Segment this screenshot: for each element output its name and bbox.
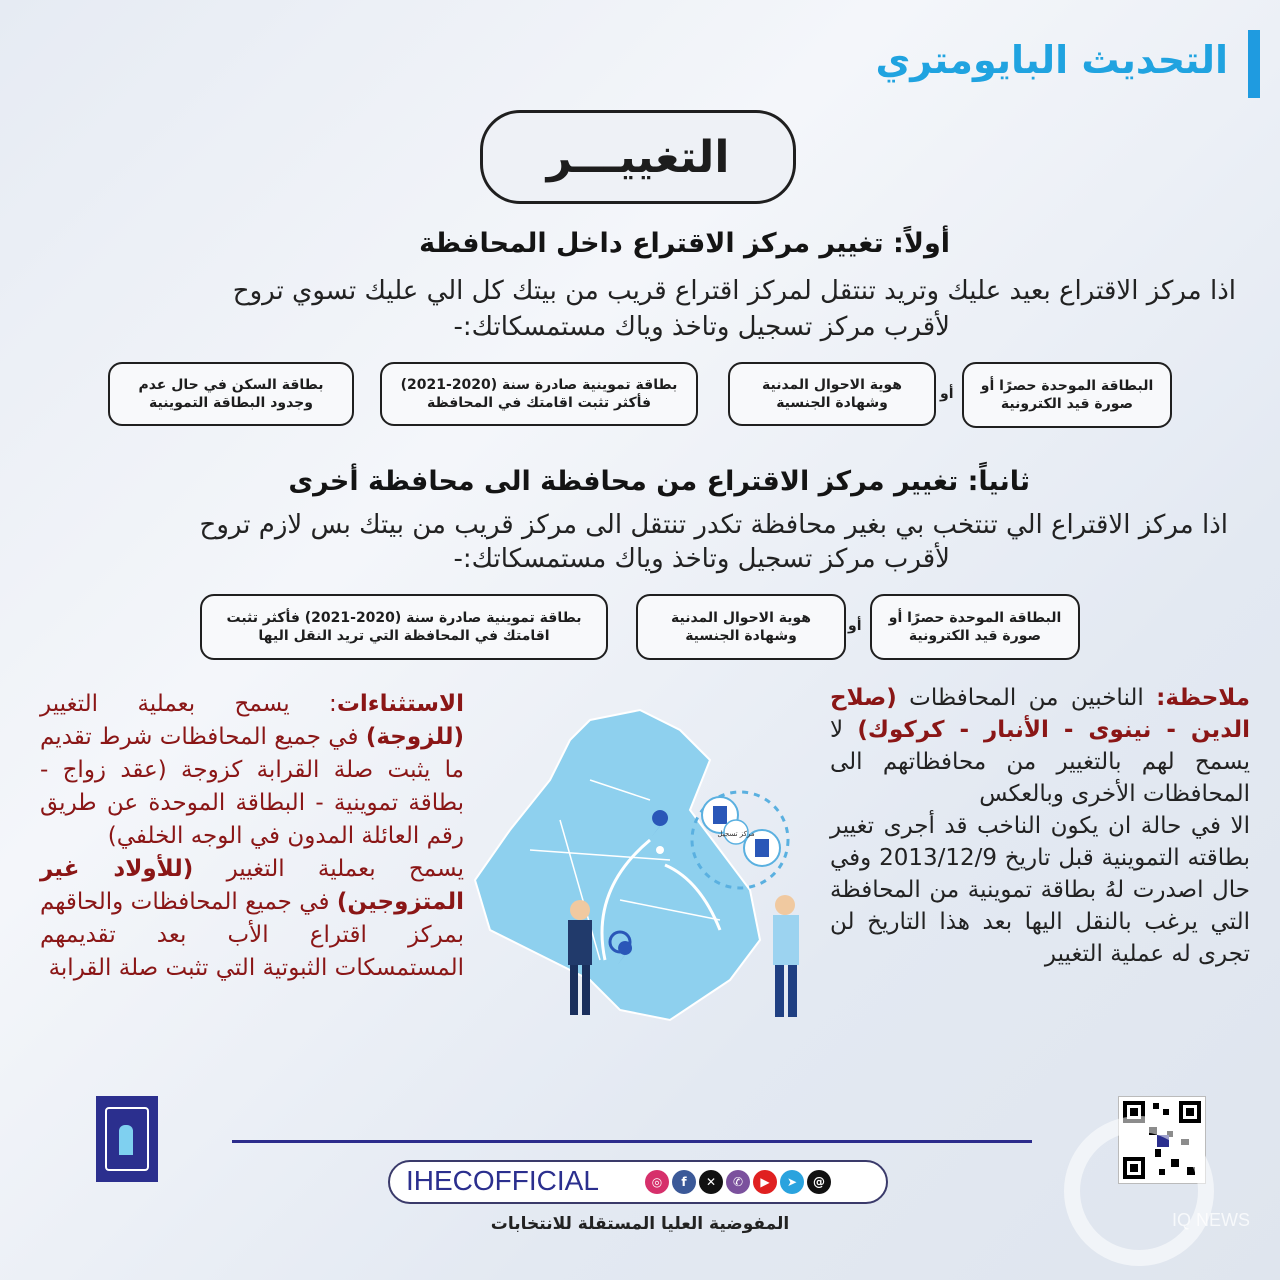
iraq-map-illustration	[470, 700, 820, 1030]
main-title-pill	[480, 110, 796, 204]
note-text-3: الا في حالة ان يكون الناخب قد أجرى تغيير بطاقته التموينية قبل تاريخ 2013/12/9 وفي حال اصدرت لهُ بطاقة تموينية من المحافظة التي يرغب بالنقل اليها بعد هذا التاريخ لن تجرى له عملية التغيير	[830, 813, 1250, 967]
exceptions-text-3: يسمح بعملية التغيير	[226, 856, 464, 882]
x-icon[interactable]: ✕	[699, 1170, 723, 1194]
threads-icon[interactable]: @	[807, 1170, 831, 1194]
exceptions-text-4: في جميع المحافظات والحاقهم بمركز اقتراع الأب بعد تقديمهم المستمسكات الثبوتية التي تثبت صلة القرابة	[40, 889, 464, 981]
note-provinces: (صلاح الدين - نينوى - الأنبار - كركوك)	[830, 685, 1251, 743]
exceptions-wife: (للزوجة)	[365, 724, 465, 750]
telegram-icon[interactable]: ➤	[780, 1170, 804, 1194]
s1-doc-box-civil-id: هوية الاحوال المدنية وشهادة الجنسية	[728, 362, 936, 426]
org-name: المفوضية العليا المستقلة للانتخابات	[490, 1214, 790, 1234]
section1-heading: أولاً: تغيير مركز الاقتراع داخل المحافظة	[419, 228, 950, 259]
iraq-map-shape	[475, 710, 760, 1020]
watermark-logo	[1064, 1116, 1214, 1266]
main-title: التغييـــر	[546, 131, 730, 183]
exceptions-block	[40, 688, 464, 985]
section1-body-line2: لأقرب مركز تسجيل وتاخذ وياك مستمسكاتك:-	[453, 312, 950, 342]
s2-or-label: أو	[848, 618, 862, 634]
s1-doc-box-ration-card: بطاقة تموينية صادرة سنة (2020-2021) فأكثر تثبت اقامتك في المحافظة	[380, 362, 698, 426]
s1-doc-box-unified-card: البطاقة الموحدة حصرًا أو صورة قيد الكترونية	[962, 362, 1172, 428]
note-text-2: لا يسمح لهم بالتغيير من محافظاتهم الى المحافظات الأخرى وبالعكس	[830, 717, 1250, 807]
man-pointing-figure	[773, 895, 799, 1017]
section2-body-line1: اذا مركز الاقتراع الي تنتخب بي بغير محافظة تكدر تنتقل الى مركز قريب من بيتك بس لازم تروح	[199, 510, 1228, 540]
ihec-logo	[96, 1096, 158, 1182]
exceptions-text-2: في جميع المحافظات شرط تقديم ما يثبت صلة القرابة كزوجة (عقد زواج - بطاقة تموينية - البطاقة الموحدة عن طريق رقم العائلة المدون في الوجه الخلفي)	[40, 724, 464, 849]
instagram-icon[interactable]: ◎	[645, 1170, 669, 1194]
s2-doc-box-ration-card: بطاقة تموينية صادرة سنة (2020-2021) فأكثر تثبت اقامتك في المحافظة التي تريد النقل اليها	[200, 594, 608, 660]
section2-body-line2: لأقرب مركز تسجيل وتاخذ وياك مستمسكاتك:-	[453, 544, 950, 574]
footer-divider	[232, 1140, 1032, 1143]
viber-icon[interactable]: ✆	[726, 1170, 750, 1194]
exceptions-text-1: : يسمح بعملية التغيير	[40, 691, 337, 717]
section2-heading: ثانياً: تغيير مركز الاقتراع من محافظة الى محافظة أخرى	[288, 466, 1030, 497]
social-icons	[642, 1170, 831, 1194]
s1-doc-box-housing-card: بطاقة السكن في حال عدم وجدود البطاقة التموينية	[108, 362, 354, 426]
s2-doc-box-civil-id: هوية الاحوال المدنية وشهادة الجنسية	[636, 594, 846, 660]
s2-doc-box-unified-card: البطاقة الموحدة حصرًا أو صورة قيد الكترونية	[870, 594, 1080, 660]
note-text-1: الناخبين من المحافظات	[909, 685, 1144, 711]
page-header-title: التحديث البايومتري	[875, 38, 1228, 82]
header-accent-bar	[1248, 30, 1260, 98]
exceptions-children: (للأولاد غير المتزوجين)	[40, 856, 464, 915]
watermark-text: IQ NEWS	[1172, 1210, 1251, 1230]
youtube-icon[interactable]: ▶	[753, 1170, 777, 1194]
section1-body-line1: اذا مركز الاقتراع بعيد عليك وتريد تنتقل لمركز اقتراع قريب من بيتك كل الي عليك تسوي تروح	[232, 276, 1236, 306]
facebook-icon[interactable]: f	[672, 1170, 696, 1194]
note-block	[830, 682, 1250, 970]
exceptions-label: الاستثناءات	[336, 691, 464, 717]
registration-center-label: مركز تسجيل	[717, 830, 755, 838]
social-handle: IHECOFFICIAL	[406, 1165, 599, 1196]
social-handle-bar	[388, 1160, 888, 1204]
s1-or-label: أو	[940, 386, 954, 402]
note-label: ملاحظة:	[1156, 685, 1251, 711]
